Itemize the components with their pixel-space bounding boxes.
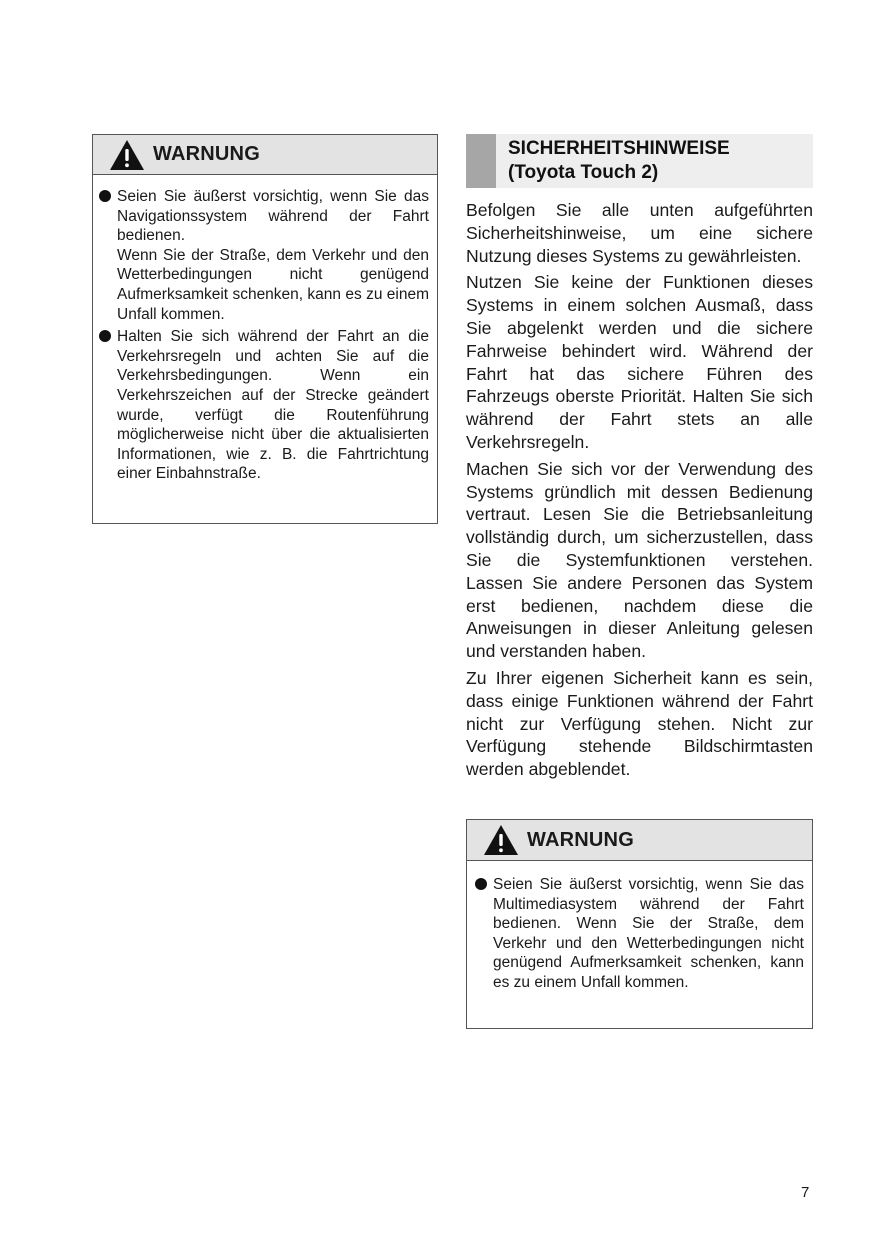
warning-box-multimedia xyxy=(466,819,813,1029)
section-heading-bar xyxy=(466,134,496,188)
warning-body xyxy=(93,175,437,499)
warning-box-navigation xyxy=(92,134,438,524)
section-heading xyxy=(466,134,813,188)
page-number: 7 xyxy=(801,1184,810,1201)
body-paragraph: Befolgen Sie alle unten aufgeführten Sicherheitshinweise, um eine sichere Nutzung dieses Systems zu gewährleisten. xyxy=(466,200,813,266)
warning-triangle-icon xyxy=(109,139,145,171)
warning-text: Seien Sie äußerst vorsichtig, wenn Sie das Multimediasystem während der Fahrt bedienen. Wenn Sie der Straße, dem Verkehr und den Wetterbedingungen nicht genügend Aufmerksamkeit schenken, kann es zu einem Unfall kommen. xyxy=(493,876,804,991)
warning-title: WARNUNG xyxy=(153,143,260,165)
warning-text: Halten Sie sich während der Fahrt an die Verkehrsregeln und achten Sie auf die Verkehrsbedingungen. Wenn ein Verkehrszeichen auf der Strecke geändert wurde, verfügt die Routenführung möglicherweise nicht über die aktualisierten Informationen, wie z. B. die Fahrtrichtung einer Einbahnstraße. xyxy=(117,328,429,483)
warning-text: Seien Sie äußerst vorsichtig, wenn Sie das Navigationssystem während der Fahrt bedienen. xyxy=(117,188,429,245)
section-title-line2: (Toyota Touch 2) xyxy=(508,162,659,183)
warning-text: Wenn Sie der Straße, dem Verkehr und den Wetterbedingungen nicht genügend Aufmerksamkeit schenken, kann es zu einem Unfall kommen. xyxy=(117,246,429,323)
warning-title: WARNUNG xyxy=(527,828,634,851)
bullet-icon xyxy=(99,330,111,342)
warning-item xyxy=(99,327,429,484)
body-paragraph: Machen Sie sich vor der Verwendung des Systems gründlich mit dessen Bedienung vertraut. Lesen Sie die Betriebsanleitung vollständig durch, um sicherzustellen, dass Sie die Systemfunktionen verstehen. Lassen Sie andere Personen das System erst bedienen, nachdem diese die Anweisungen in dieser Anleitung gelesen und verstanden haben. xyxy=(466,458,813,662)
warning-item xyxy=(99,187,429,324)
section-title-line1: SICHERHEITSHINWEISE xyxy=(508,138,730,159)
body-paragraph: Zu Ihrer eigenen Sicherheit kann es sein, dass einige Funktionen während der Fahrt nicht zur Verfügung stehen. Nicht zur Verfügung stehende Bildschirmtasten werden abgeblendet. xyxy=(466,667,813,780)
body-paragraph: Nutzen Sie keine der Funktionen dieses Systems in einem solchen Ausmaß, dass Sie abgelenkt werden und die sichere Fahrweise behindert wird. Während der Fahrt hat das sichere Führen des Fahrzeugs oberste Priorität. Halten Sie sich während der Fahrt stets an alle Verkehrsregeln. xyxy=(466,272,813,452)
warning-header xyxy=(467,820,812,861)
warning-triangle-icon xyxy=(483,824,519,856)
warning-header xyxy=(93,135,437,175)
section-body xyxy=(466,199,813,785)
section-title xyxy=(496,134,730,188)
warning-body xyxy=(467,861,812,1008)
bullet-icon xyxy=(475,878,487,890)
warning-item xyxy=(475,875,804,993)
bullet-icon xyxy=(99,190,111,202)
